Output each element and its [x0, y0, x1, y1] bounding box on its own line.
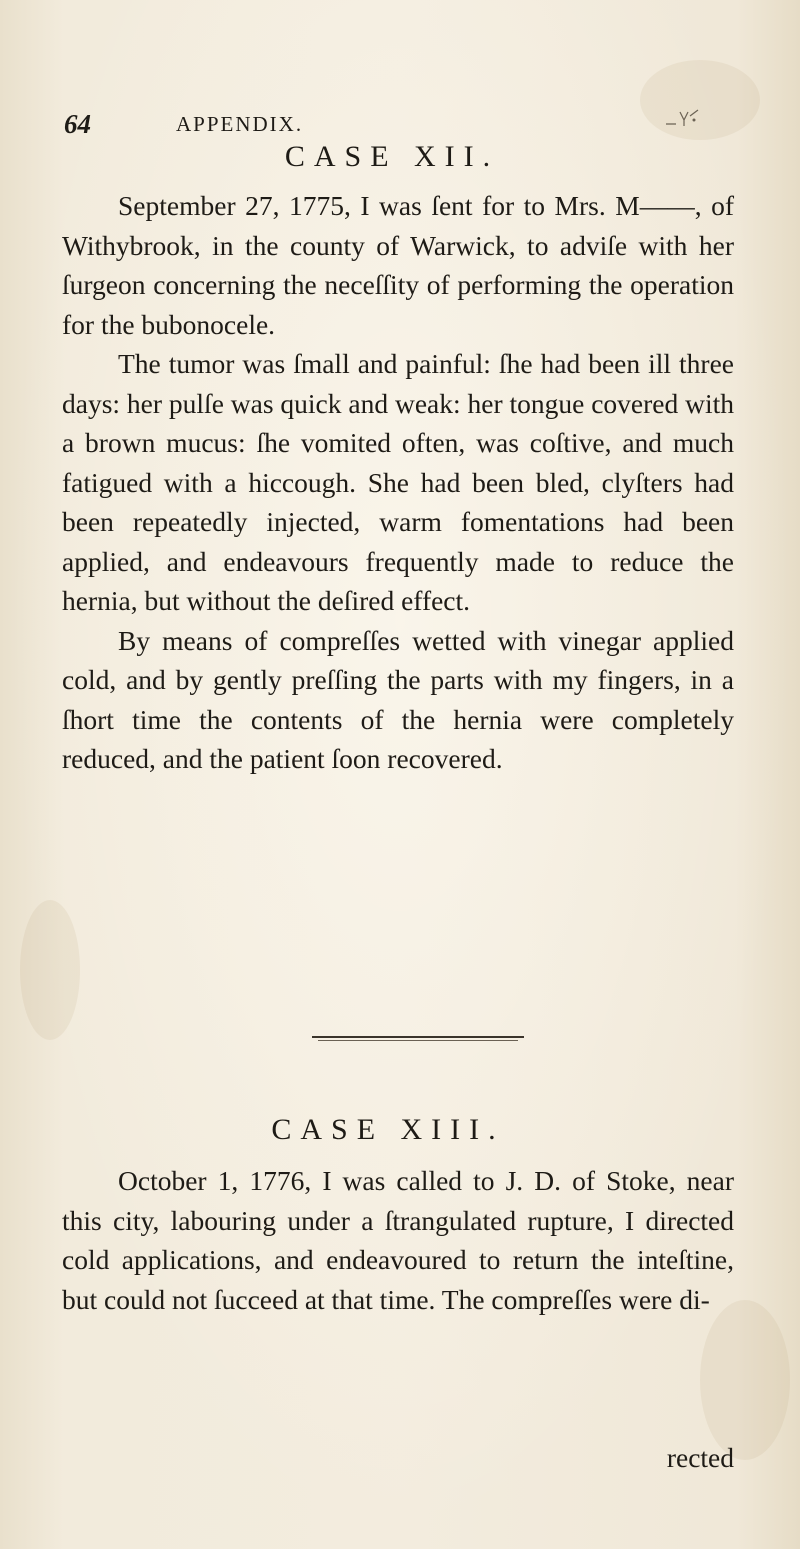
case-13-paragraph-1: October 1, 1776, I was called to J. D. of Stoke, near this city, labouring under a ſtrangulated rupture, I directed cold applications, and endeavoured to return the inteſtine, but could not ſucceed at that time. The compreſſes were di- [62, 1165, 734, 1315]
printers-mark-icon [662, 106, 702, 130]
running-title: APPENDIX. [176, 112, 304, 136]
section-divider [312, 1036, 524, 1042]
case-12-heading: CASE XII. [284, 140, 500, 173]
paper-stain [20, 900, 80, 1040]
case-12-paragraph-2: The tumor was ſmall and painful: ſhe had been ill three days: her pulſe was quick and weak: her tongue covered with a brown mucus: ſhe vomited often, was coſtive, and much fatigued with a hiccough. She had been bled, clyſters had been repeatedly injected, warm fomentations had been applied, and endeavours frequently made to reduce the hernia, but without the deſired effect. [62, 348, 735, 616]
case-12-paragraph-3: By means of compreſſes wetted with vinegar applied cold, and by gently preſſing the parts with my fingers, in a ſhort time the contents of the hernia were completely reduced, and the patient ſoon recovered. [62, 624, 734, 774]
divider-line-thin [318, 1040, 518, 1041]
case-12-paragraph-1: September 27, 1775, I was ſent for to Mrs. M——, of Withybrook, in the county of Warwick, to adviſe with her ſurgeon concerning the neceſſity of performing the operation for the bubonocele. [62, 190, 734, 340]
divider-line-thick [312, 1036, 524, 1038]
case-13-body [62, 1161, 734, 1319]
paper-stain [700, 1300, 790, 1460]
case-12-body [62, 186, 734, 779]
page-number: 64 [64, 109, 91, 139]
catchword: rected [666, 1442, 734, 1473]
case-13-heading: CASE XIII. [271, 1113, 505, 1146]
